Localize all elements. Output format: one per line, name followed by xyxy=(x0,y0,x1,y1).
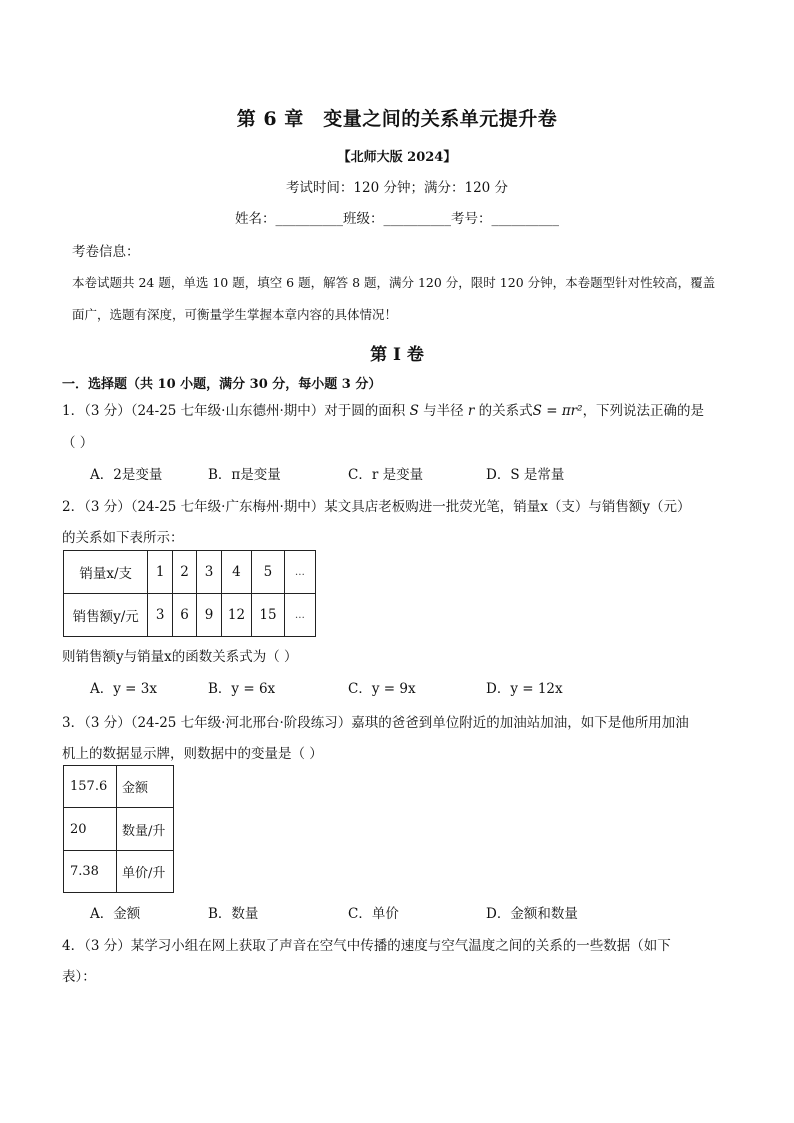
table-cell: 12 xyxy=(221,594,252,637)
question-4-stem-line-1: 4．（3 分）某学习小组在网上获取了声音在空气中传播的速度与空气温度之间的关系的一些数据（如下 xyxy=(62,938,671,954)
table-cell: 7.38 xyxy=(64,851,117,893)
sales-table xyxy=(63,550,316,637)
question-3-option-d: D．金额和数量 xyxy=(486,906,578,922)
table-cell: 金额 xyxy=(117,766,174,808)
table-header-cell: 销量x/支 xyxy=(64,551,148,594)
table-header-cell: 销售额y/元 xyxy=(64,594,148,637)
table-cell: 1 xyxy=(148,551,172,594)
part-title: 一．选择题（共 10 小题，满分 30 分，每小题 3 分） xyxy=(62,377,382,392)
table-cell: 157.6 xyxy=(64,766,117,808)
question-1-stem: 1．（3 分）（24-25 七年级·山东德州·期中）对于圆的面积 S 与半径 r 的关系式S = πr²，下列说法正确的是 xyxy=(62,403,705,419)
table-cell: 9 xyxy=(197,594,221,637)
table-cell: 5 xyxy=(252,551,284,594)
table-cell: … xyxy=(284,594,315,637)
question-1-option-b: B．π是变量 xyxy=(208,467,281,483)
question-2-option-c: C．y = 9x xyxy=(348,681,416,697)
table-cell: 20 xyxy=(64,808,117,851)
question-2-stem-line-2: 的关系如下表所示： xyxy=(62,530,184,546)
table-cell: … xyxy=(284,551,315,594)
question-2-question: 则销售额y与销量x的函数关系式为（ ） xyxy=(62,649,298,665)
exam-info-label: 考卷信息： xyxy=(72,244,140,260)
page-title: 第 6 章 变量之间的关系单元提升卷 xyxy=(236,108,558,130)
fuel-row-amount xyxy=(64,766,174,808)
section-title: 第 I 卷 xyxy=(370,345,424,365)
exam-info-line-2: 面广，选题有深度，可衡量学生掌握本章内容的具体情况！ xyxy=(72,307,398,322)
question-1-option-a: A．2是变量 xyxy=(90,467,163,483)
question-2-option-b: B．y = 6x xyxy=(208,681,276,697)
edition-label: 【北师大版 2024】 xyxy=(337,150,457,165)
question-3-option-a: A．金额 xyxy=(90,906,141,922)
fuel-row-quantity xyxy=(64,808,174,851)
question-2-option-a: A．y = 3x xyxy=(90,681,157,697)
question-1-bracket: （ ） xyxy=(62,435,94,451)
table-cell: 2 xyxy=(172,551,196,594)
table-cell: 3 xyxy=(148,594,172,637)
table-cell: 4 xyxy=(221,551,252,594)
question-2-stem-line-1: 2．（3 分）（24-25 七年级·广东梅州·期中）某文具店老板购进一批荧光笔，销量x（支）与销售额y（元） xyxy=(62,499,691,515)
table-cell: 数量/升 xyxy=(117,808,174,851)
student-info-fields: 姓名：__________班级：__________考号：__________ xyxy=(235,211,559,227)
table-cell: 6 xyxy=(172,594,196,637)
question-3-stem-line-1: 3．（3 分）（24-25 七年级·河北邢台·阶段练习）嘉琪的爸爸到单位附近的加油站加油，如下是他所用加油 xyxy=(62,715,689,731)
table-cell: 15 xyxy=(252,594,284,637)
question-1-option-c: C．r 是变量 xyxy=(348,467,424,483)
sales-table-row-revenue xyxy=(64,594,316,637)
question-2-option-d: D．y = 12x xyxy=(486,681,563,697)
fuel-display-table xyxy=(63,765,174,893)
question-4-stem-line-2: 表）： xyxy=(62,969,96,985)
question-3-stem-line-2: 机上的数据显示牌，则数据中的变量是（ ） xyxy=(62,746,323,762)
exam-info-line-1: 本卷试题共 24 题，单选 10 题，填空 6 题，解答 8 题，满分 120 分，限时 120 分钟，本卷题型针对性较高，覆盖 xyxy=(72,275,716,290)
question-3-option-b: B．数量 xyxy=(208,906,259,922)
table-cell: 3 xyxy=(197,551,221,594)
sales-table-row-quantity xyxy=(64,551,316,594)
fuel-row-price xyxy=(64,851,174,893)
table-cell: 单价/升 xyxy=(117,851,174,893)
exam-time: 考试时间：120 分钟；满分：120 分 xyxy=(285,180,509,196)
question-1-option-d: D．S 是常量 xyxy=(486,467,565,483)
question-3-option-c: C．单价 xyxy=(348,906,399,922)
